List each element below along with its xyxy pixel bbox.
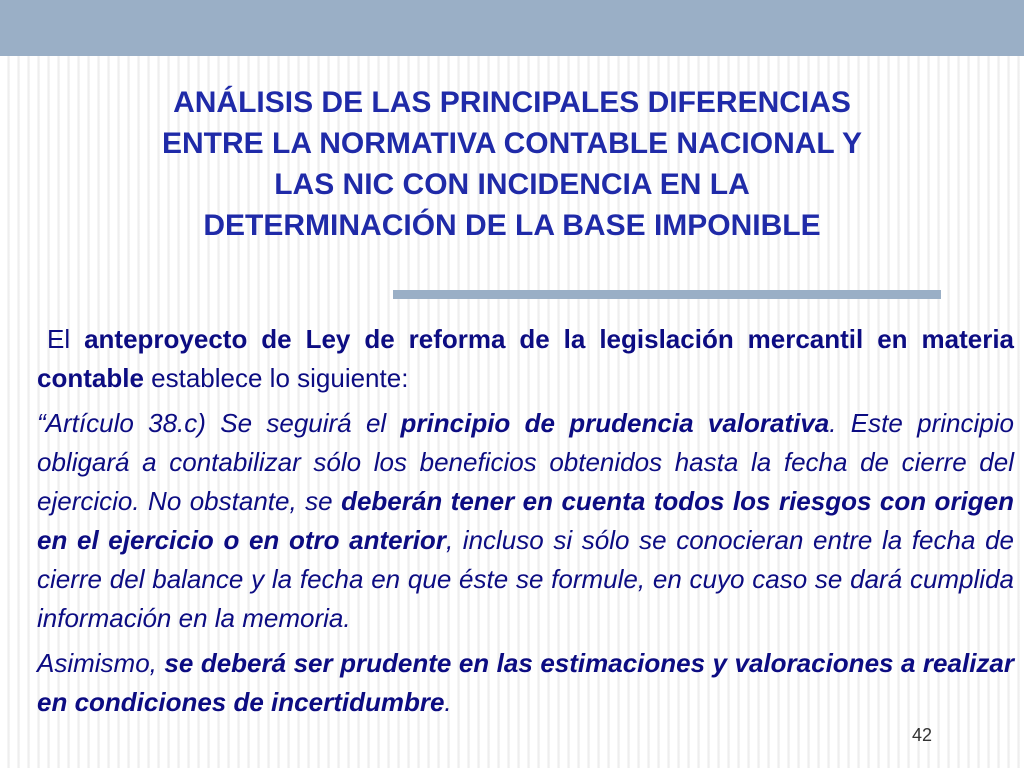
paragraph-article-quote [37,404,1014,638]
slide-title [92,82,932,246]
quote-bold-2: deberán tener en cuenta todos los riesgos con origen en el ejercicio o en otro anterior [37,486,1015,555]
quote-text-1: “Artículo 38.c) Se seguirá el [37,408,401,438]
title-line-4: DETERMINACIÓN DE LA BASE IMPONIBLE [203,209,821,242]
title-divider [393,290,941,299]
intro-text-end: establece lo siguiente: [143,363,409,393]
quote-text-2: . Este principio obligará a contabilizar sólo los beneficios obtenidos hasta la fecha de cierre del ejercicio. No obstante, se [37,408,1014,516]
paragraph-intro [37,320,1014,398]
quote-bold-1: principio de prudencia valorativa [400,408,830,438]
asimismo-text: Asimismo, [37,648,165,678]
title-line-3: LAS NIC CON INCIDENCIA EN LA [274,168,750,201]
asimismo-text-end: . [444,687,452,717]
quote-text-3: , incluso si sólo se conocieran entre la fecha de cierre del balance y la fecha en que éste se formule, en cuyo caso se dará cumplida información en la memoria. [37,525,1014,633]
paragraph-asimismo [37,644,1014,722]
intro-bold-text: anteproyecto de Ley de reforma de la legislación mercantil en materia contable [37,324,1014,393]
page-number: 42 [912,725,933,745]
intro-text: El [47,324,85,354]
title-line-1: ANÁLISIS DE LAS PRINCIPALES DIFERENCIAS [173,86,851,119]
asimismo-bold: se deberá ser prudente en las estimaciones y valoraciones a realizar en condiciones de incertidumbre [37,648,1014,717]
top-decorative-band [0,0,1024,56]
slide-body [37,320,1014,728]
title-line-2: ENTRE LA NORMATIVA CONTABLE NACIONAL Y [162,127,862,160]
